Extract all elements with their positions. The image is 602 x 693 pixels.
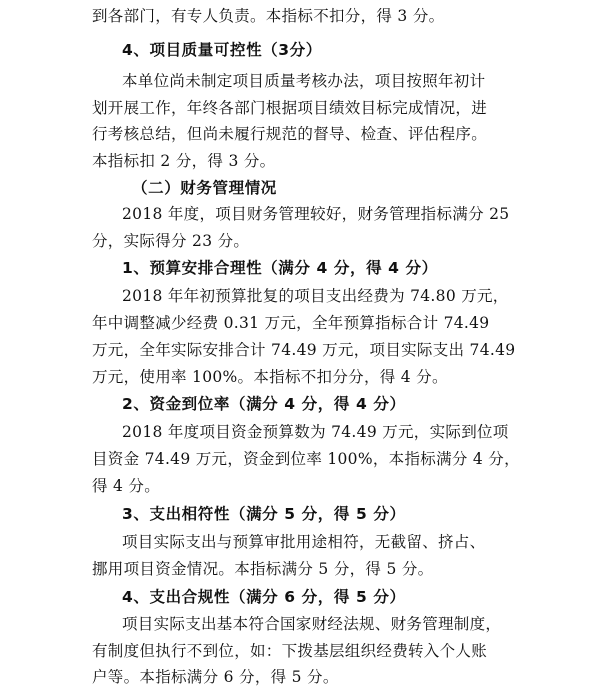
- subheading-quality-control: 4、项目质量可控性（3分）: [122, 41, 322, 59]
- paragraph-line: 万元，全年实际安排合计 74.49 万元，项目实际支出 74.49: [92, 341, 516, 359]
- paragraph-line: 万元，使用率 100%。本指标不扣分分，得 4 分。: [92, 368, 448, 386]
- paragraph-line: 年中调整减少经费 0.31 万元，全年预算指标合计 74.49: [92, 314, 490, 332]
- subheading-expenditure-compliance: 4、支出合规性（满分 6 分，得 5 分）: [122, 588, 406, 606]
- paragraph-line: 户等。本指标满分 6 分，得 5 分。: [92, 668, 339, 686]
- paragraph-line: 2018 年年初预算批复的项目支出经费为 74.80 万元，: [122, 287, 509, 305]
- paragraph-line: 本指标扣 2 分，得 3 分。: [92, 152, 276, 170]
- paragraph-line: 2018 年度，项目财务管理较好，财务管理指标满分 25: [122, 205, 510, 223]
- subheading-expenditure-consistency: 3、支出相符性（满分 5 分，得 5 分）: [122, 505, 406, 523]
- paragraph-line: 项目实际支出基本符合国家财经法规、财务管理制度，: [122, 615, 502, 633]
- paragraph-line: 2018 年度项目资金预算数为 74.49 万元，实际到位项: [122, 423, 509, 441]
- paragraph-line: 有制度但执行不到位，如：下拨基层组织经费转入个人账: [92, 642, 488, 660]
- paragraph-line: 本单位尚未制定项目质量考核办法，项目按照年初计: [122, 72, 486, 90]
- subheading-fund-arrival-rate: 2、资金到位率（满分 4 分，得 4 分）: [122, 395, 406, 413]
- paragraph-line: 项目实际支出与预算审批用途相符，无截留、挤占、: [122, 533, 486, 551]
- paragraph-line: 分，实际得分 23 分。: [92, 232, 250, 250]
- paragraph-line: 行考核总结，但尚未履行规范的督导、检查、评估程序。: [92, 125, 488, 143]
- section-heading-financial-management: （二）财务管理情况: [132, 179, 277, 197]
- subheading-budget-arrangement: 1、预算安排合理性（满分 4 分，得 4 分）: [122, 259, 438, 277]
- paragraph-line: 划开展工作，年终各部门根据项目绩效目标完成情况，进: [92, 99, 488, 117]
- paragraph-line: 挪用项目资金情况。本指标满分 5 分，得 5 分。: [92, 560, 434, 578]
- paragraph-line: 得 4 分。: [92, 477, 161, 495]
- paragraph-line: 到各部门，有专人负责。本指标不扣分，得 3 分。: [92, 7, 445, 25]
- paragraph-line: 目资金 74.49 万元，资金到位率 100%，本指标满分 4 分，: [92, 450, 520, 468]
